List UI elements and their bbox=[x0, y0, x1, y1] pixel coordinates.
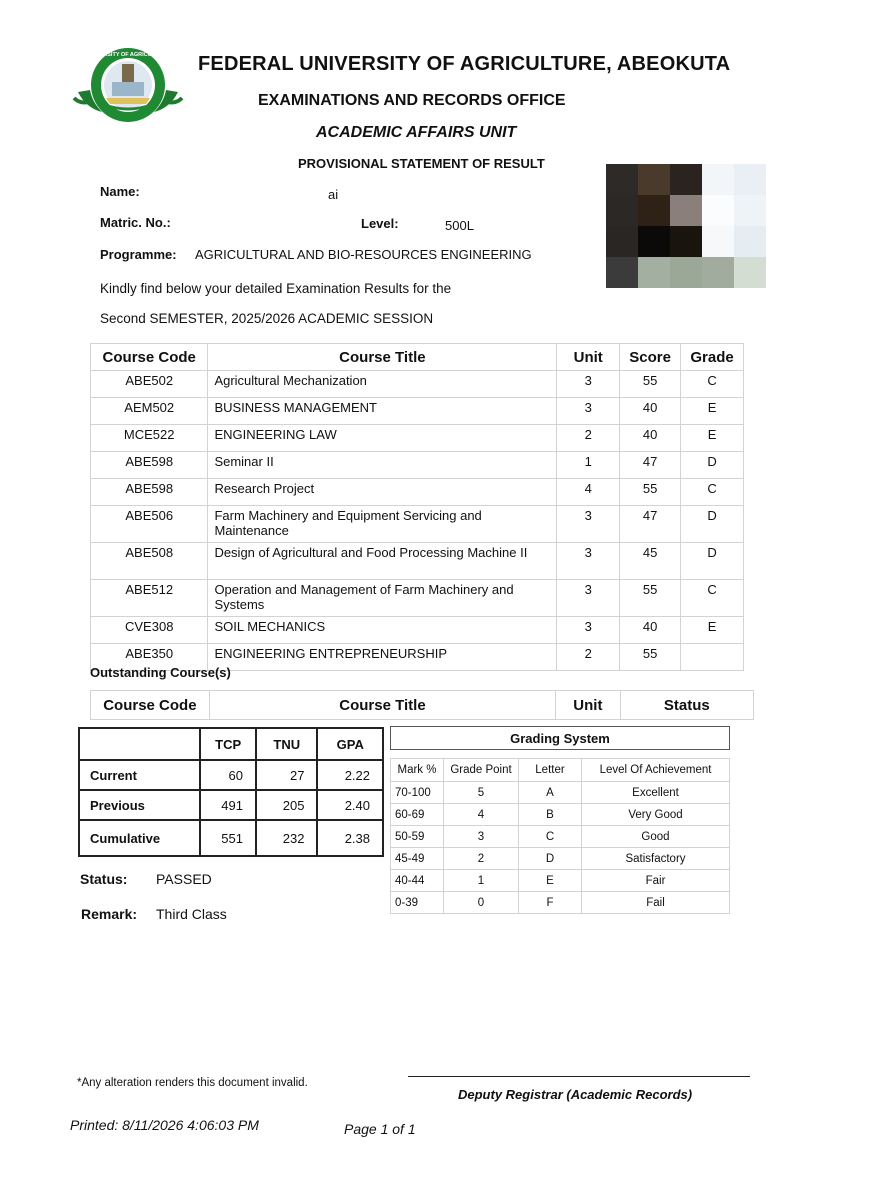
remark-label: Remark: bbox=[81, 906, 138, 922]
unit-cell: 3 bbox=[557, 580, 620, 617]
grading-system-table bbox=[390, 726, 730, 914]
remark-value: Third Class bbox=[156, 906, 227, 922]
photo-pixel bbox=[670, 257, 702, 288]
grade-cell bbox=[681, 644, 744, 671]
grading-title: Grading System bbox=[391, 727, 730, 750]
status-value: PASSED bbox=[156, 871, 212, 887]
page-number: Page 1 of 1 bbox=[344, 1121, 416, 1137]
grade-mark-cell: 60-69 bbox=[391, 804, 444, 826]
outstanding-header-status: Status bbox=[620, 691, 753, 720]
grading-header-letter: Letter bbox=[519, 759, 582, 782]
photo-pixel bbox=[670, 195, 702, 226]
course-title-cell: BUSINESS MANAGEMENT bbox=[208, 398, 557, 425]
grading-row bbox=[391, 870, 730, 892]
summary-label-cell: Current bbox=[79, 760, 200, 790]
grading-spacer bbox=[391, 750, 730, 759]
summary-label-cell: Previous bbox=[79, 790, 200, 820]
table-row bbox=[91, 398, 744, 425]
course-code-cell: ABE508 bbox=[91, 543, 208, 580]
gpa-cell: 2.22 bbox=[317, 760, 383, 790]
tnu-cell: 27 bbox=[256, 760, 318, 790]
matric-label: Matric. No.: bbox=[100, 215, 171, 230]
summary-row bbox=[79, 820, 383, 856]
unit-cell: 4 bbox=[557, 479, 620, 506]
score-cell: 47 bbox=[620, 506, 681, 543]
score-cell: 55 bbox=[620, 479, 681, 506]
score-cell: 55 bbox=[620, 371, 681, 398]
photo-pixel bbox=[638, 164, 670, 195]
unit-cell: 3 bbox=[557, 543, 620, 580]
grading-row bbox=[391, 892, 730, 914]
unit-name: ACADEMIC AFFAIRS UNIT bbox=[316, 124, 517, 141]
grading-header-mark: Mark % bbox=[391, 759, 444, 782]
summary-label-cell: Cumulative bbox=[79, 820, 200, 856]
score-cell: 45 bbox=[620, 543, 681, 580]
score-cell: 55 bbox=[620, 644, 681, 671]
printed-timestamp: Printed: 8/11/2026 4:06:03 PM bbox=[70, 1117, 259, 1133]
grade-mark-cell: 45-49 bbox=[391, 848, 444, 870]
grade-point-cell: 0 bbox=[444, 892, 519, 914]
grade-cell: C bbox=[681, 580, 744, 617]
summary-row bbox=[79, 760, 383, 790]
header-course-code: Course Code bbox=[91, 344, 208, 371]
grade-point-cell: 3 bbox=[444, 826, 519, 848]
office-name: EXAMINATIONS AND RECORDS OFFICE bbox=[258, 92, 566, 109]
photo-pixel bbox=[606, 257, 638, 288]
table-row bbox=[91, 371, 744, 398]
table-row bbox=[91, 617, 744, 644]
grade-point-cell: 2 bbox=[444, 848, 519, 870]
intro-line-1: Kindly find below your detailed Examination Results for the bbox=[100, 281, 452, 296]
grade-letter-cell: A bbox=[519, 782, 582, 804]
photo-pixel bbox=[606, 164, 638, 195]
header-unit: Unit bbox=[557, 344, 620, 371]
grade-level-cell: Fail bbox=[582, 892, 730, 914]
tnu-cell: 232 bbox=[256, 820, 318, 856]
university-logo bbox=[72, 42, 184, 132]
university-crest-icon bbox=[72, 42, 184, 132]
grade-mark-cell: 0-39 bbox=[391, 892, 444, 914]
tcp-cell: 551 bbox=[200, 820, 256, 856]
grading-header-point: Grade Point bbox=[444, 759, 519, 782]
header-course-title: Course Title bbox=[208, 344, 557, 371]
unit-cell: 3 bbox=[557, 371, 620, 398]
course-title-cell: Design of Agricultural and Food Processing Machine II bbox=[208, 543, 557, 580]
header-score: Score bbox=[620, 344, 681, 371]
grading-row bbox=[391, 826, 730, 848]
unit-cell: 1 bbox=[557, 452, 620, 479]
course-title-cell: Operation and Management of Farm Machinery and Systems bbox=[208, 580, 557, 617]
grade-level-cell: Fair bbox=[582, 870, 730, 892]
grade-cell: D bbox=[681, 506, 744, 543]
unit-cell: 2 bbox=[557, 644, 620, 671]
gpa-cell: 2.40 bbox=[317, 790, 383, 820]
course-title-cell: ENGINEERING LAW bbox=[208, 425, 557, 452]
outstanding-header-row bbox=[91, 691, 754, 720]
grading-header-row bbox=[391, 759, 730, 782]
grade-letter-cell: E bbox=[519, 870, 582, 892]
photo-pixel bbox=[702, 164, 734, 195]
score-cell: 47 bbox=[620, 452, 681, 479]
signatory-title: Deputy Registrar (Academic Records) bbox=[458, 1087, 693, 1102]
signature-line bbox=[408, 1076, 750, 1077]
table-row bbox=[91, 506, 744, 543]
svg-text:UNIVERSITY OF AGRICULTURE: UNIVERSITY OF AGRICULTURE bbox=[86, 52, 170, 58]
grading-header-level: Level Of Achievement bbox=[582, 759, 730, 782]
summary-header-blank bbox=[79, 728, 200, 760]
grade-level-cell: Very Good bbox=[582, 804, 730, 826]
score-cell: 55 bbox=[620, 580, 681, 617]
unit-cell: 3 bbox=[557, 506, 620, 543]
photo-pixel bbox=[734, 195, 766, 226]
photo-pixel bbox=[606, 226, 638, 257]
grade-level-cell: Excellent bbox=[582, 782, 730, 804]
intro-line-2: Second SEMESTER, 2025/2026 ACADEMIC SESSION bbox=[100, 311, 434, 326]
level-value: 500L bbox=[445, 218, 474, 233]
grading-row bbox=[391, 782, 730, 804]
photo-pixel bbox=[606, 195, 638, 226]
programme-label: Programme: bbox=[100, 247, 177, 262]
outstanding-title: Outstanding Course(s) bbox=[90, 665, 231, 680]
tcp-cell: 491 bbox=[200, 790, 256, 820]
status-label: Status: bbox=[80, 871, 128, 887]
course-title-cell: ENGINEERING ENTREPRENEURSHIP bbox=[208, 644, 557, 671]
tnu-cell: 205 bbox=[256, 790, 318, 820]
grade-level-cell: Satisfactory bbox=[582, 848, 730, 870]
gpa-summary-table bbox=[78, 727, 384, 857]
course-code-cell: ABE512 bbox=[91, 580, 208, 617]
course-title-cell: Farm Machinery and Equipment Servicing and Maintenance bbox=[208, 506, 557, 543]
table-row bbox=[91, 425, 744, 452]
photo-pixel bbox=[638, 257, 670, 288]
course-code-cell: AEM502 bbox=[91, 398, 208, 425]
score-cell: 40 bbox=[620, 617, 681, 644]
grade-letter-cell: B bbox=[519, 804, 582, 826]
summary-row bbox=[79, 790, 383, 820]
photo-pixel bbox=[702, 226, 734, 257]
grade-cell: E bbox=[681, 425, 744, 452]
table-row bbox=[91, 479, 744, 506]
name-label: Name: bbox=[100, 184, 140, 199]
summary-header-tcp: TCP bbox=[200, 728, 256, 760]
grade-level-cell: Good bbox=[582, 826, 730, 848]
grading-row bbox=[391, 848, 730, 870]
photo-pixel bbox=[638, 195, 670, 226]
grade-cell: E bbox=[681, 398, 744, 425]
course-title-cell: Research Project bbox=[208, 479, 557, 506]
grade-mark-cell: 50-59 bbox=[391, 826, 444, 848]
document-title: PROVISIONAL STATEMENT OF RESULT bbox=[298, 156, 545, 171]
table-row bbox=[91, 543, 744, 580]
photo-pixel bbox=[638, 226, 670, 257]
summary-header-gpa: GPA bbox=[317, 728, 383, 760]
gpa-cell: 2.38 bbox=[317, 820, 383, 856]
grade-cell: E bbox=[681, 617, 744, 644]
grade-cell: C bbox=[681, 479, 744, 506]
unit-cell: 3 bbox=[557, 617, 620, 644]
score-cell: 40 bbox=[620, 398, 681, 425]
course-code-cell: ABE502 bbox=[91, 371, 208, 398]
unit-cell: 2 bbox=[557, 425, 620, 452]
course-title-cell: SOIL MECHANICS bbox=[208, 617, 557, 644]
course-code-cell: ABE506 bbox=[91, 506, 208, 543]
grade-point-cell: 4 bbox=[444, 804, 519, 826]
course-code-cell: ABE350 bbox=[91, 644, 208, 671]
grade-letter-cell: D bbox=[519, 848, 582, 870]
photo-pixel bbox=[670, 164, 702, 195]
grading-title-row bbox=[391, 727, 730, 750]
photo-pixel bbox=[734, 257, 766, 288]
course-title-cell: Agricultural Mechanization bbox=[208, 371, 557, 398]
course-code-cell: MCE522 bbox=[91, 425, 208, 452]
course-code-cell: ABE598 bbox=[91, 452, 208, 479]
outstanding-header-code: Course Code bbox=[91, 691, 210, 720]
outstanding-header-unit: Unit bbox=[556, 691, 620, 720]
grade-letter-cell: F bbox=[519, 892, 582, 914]
name-value: ai bbox=[328, 187, 339, 202]
courses-header-row bbox=[91, 344, 744, 371]
alteration-note: *Any alteration renders this document invalid. bbox=[77, 1077, 308, 1089]
unit-cell: 3 bbox=[557, 398, 620, 425]
table-row bbox=[91, 580, 744, 617]
grading-row bbox=[391, 804, 730, 826]
grade-point-cell: 1 bbox=[444, 870, 519, 892]
summary-header-row bbox=[79, 728, 383, 760]
grade-cell: D bbox=[681, 452, 744, 479]
header-grade: Grade bbox=[681, 344, 744, 371]
level-label: Level: bbox=[361, 216, 399, 231]
photo-pixel bbox=[702, 257, 734, 288]
photo-pixel bbox=[734, 226, 766, 257]
score-cell: 40 bbox=[620, 425, 681, 452]
grade-letter-cell: C bbox=[519, 826, 582, 848]
grade-cell: D bbox=[681, 543, 744, 580]
pixelated-photo-icon bbox=[606, 164, 766, 288]
grade-mark-cell: 70-100 bbox=[391, 782, 444, 804]
course-code-cell: ABE598 bbox=[91, 479, 208, 506]
photo-pixel bbox=[670, 226, 702, 257]
summary-header-tnu: TNU bbox=[256, 728, 318, 760]
course-title-cell: Seminar II bbox=[208, 452, 557, 479]
courses-table bbox=[90, 343, 744, 671]
tcp-cell: 60 bbox=[200, 760, 256, 790]
grade-point-cell: 5 bbox=[444, 782, 519, 804]
university-name: FEDERAL UNIVERSITY OF AGRICULTURE, ABEOKUTA bbox=[198, 53, 731, 75]
outstanding-table bbox=[90, 690, 754, 720]
grade-cell: C bbox=[681, 371, 744, 398]
outstanding-header-title: Course Title bbox=[209, 691, 555, 720]
photo-pixel bbox=[734, 164, 766, 195]
table-row bbox=[91, 452, 744, 479]
photo-pixel bbox=[702, 195, 734, 226]
programme-value: AGRICULTURAL AND BIO-RESOURCES ENGINEERING bbox=[195, 247, 532, 262]
course-code-cell: CVE308 bbox=[91, 617, 208, 644]
grade-mark-cell: 40-44 bbox=[391, 870, 444, 892]
